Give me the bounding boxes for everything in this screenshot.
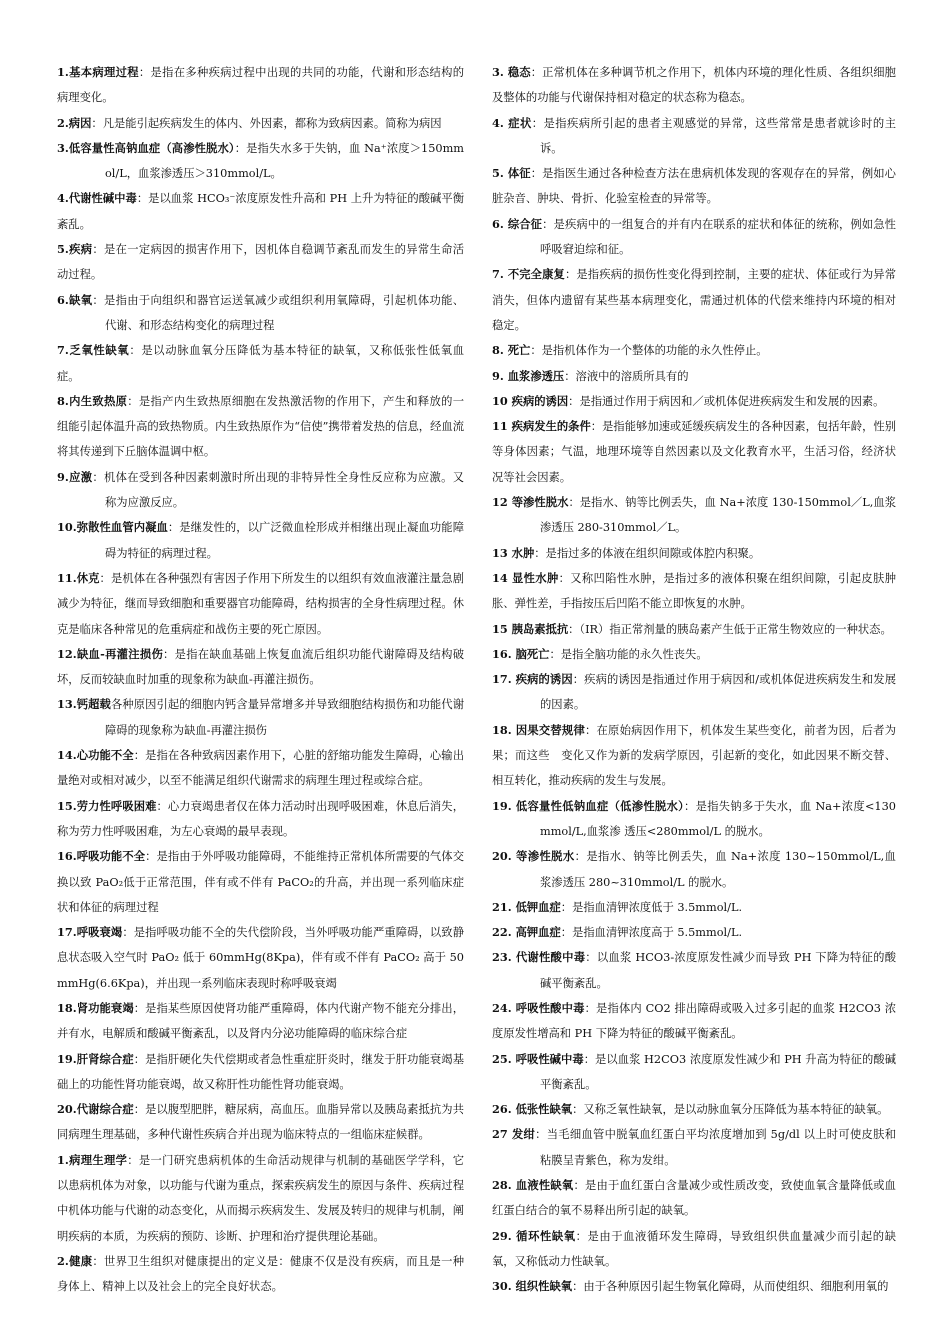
definition-entry <box>57 996 464 1047</box>
definition-term: 11 疾病发生的条件 <box>492 419 591 434</box>
definition-entry <box>492 667 896 718</box>
definition-entry <box>492 111 896 162</box>
definition-term: 24. 呼吸性酸中毒 <box>492 1000 585 1015</box>
definition-entry <box>57 338 464 389</box>
definition-entry <box>492 718 896 794</box>
definition-term: 18. 因果交替规律 <box>492 722 585 737</box>
definition-term: 10.弥散性血管内凝血 <box>57 520 168 535</box>
definition-term: 3. 稳态 <box>492 65 531 79</box>
definition-text: ：是指疾病的损伤性变化得到控制，主要的症状、体征或行为异常消失，但体内遗留有某些基本病理变化，需通过机体的代偿来维持内环境的相对稳定。 <box>492 268 896 332</box>
definition-entry <box>492 1097 896 1122</box>
definition-term: 1.病理生理学 <box>57 1152 128 1167</box>
definition-term: 29. 循环性缺氧 <box>492 1228 576 1243</box>
definition-entry <box>57 465 464 516</box>
definition-term: 2.健康 <box>57 1253 93 1268</box>
definition-text: ：是在一定病因的损害作用下，因机体自稳调节紊乱而发生的异常生命活动过程。 <box>57 243 464 282</box>
definition-text: ：是由于血红蛋白含量减少或性质改变，致使血氧含量降低或血红蛋白结合的氧不易释出所引起的缺氧。 <box>492 1179 896 1218</box>
definition-text: ：是指水、钠等比例丢失，血 Na+浓度 130-150mmol／L,血浆渗透压 280-310mmol／L。 <box>540 496 896 535</box>
definition-text: ：是指失钠多于失水，血 Na+浓度<130mmol/L,血浆渗 透压<280mmol/L 的脱水。 <box>540 799 896 838</box>
definition-text: ：是以腹型肥胖，糖尿病，高血压。血脂异常以及胰岛素抵抗为共同病理生理基础，多种代谢性疾病合并出现为临床特点的一组临床症候群。 <box>57 1103 464 1142</box>
definition-term: 12.缺血-再灌注损伤 <box>57 646 164 661</box>
definition-term: 8.内生致热原 <box>57 393 128 408</box>
definition-term: 22. 高钾血症 <box>492 925 561 940</box>
definition-term: 25. 呼吸性碱中毒 <box>492 1051 584 1066</box>
definition-term: 23. 代谢性酸中毒 <box>492 950 586 965</box>
definition-text: ：疾病的诱因是指通过作用于病因和/或机体促进疾病发生和发展的因素。 <box>540 673 896 712</box>
definition-text: ：是指由于外呼吸功能障碍，不能维持正常机体所需要的气体交换以致 PaO₂低于正常范围，伴有或不伴有 PaCO₂的升高，并出现一系列临床症状和体征的病理过程 <box>57 850 464 914</box>
definition-text: ：是指在缺血基础上恢复血流后组织功能代谢障碍及结构破坏，反而较缺血时加重的现象称为缺血-再灌注损伤。 <box>57 647 464 687</box>
definition-text: ：是指由于向组织和器官运送氧减少或组织利用氧障碍，引起机体功能、代谢、和形态结构变化的病理过程 <box>92 293 464 332</box>
definition-text: ：是以血浆 H2CO3 浓度原发性减少和 PH 升高为特征的酸碱平衡紊乱。 <box>540 1052 897 1091</box>
definition-entry <box>57 794 464 845</box>
definition-term: 4. 症状 <box>492 115 532 130</box>
definition-term: 17. 疾病的诱因 <box>492 672 573 687</box>
definition-text: ：是指通过作用于病因和／或机体促进疾病发生和发展的因素。 <box>568 394 885 408</box>
right-column <box>492 60 896 1300</box>
definition-text: ：当毛细血管中脱氧血红蛋白平均浓度增加到 5g/dl 以上时可使皮肤和粘膜呈青紫色，称为发绀。 <box>535 1128 896 1167</box>
definition-text: ：以血浆 HCO3-浓度原发性减少而导致 PH 下降为特征的酸碱平衡紊乱。 <box>540 951 896 990</box>
definition-text: ：是以血浆 HCO₃⁻浓度原发性升高和 PH 上升为特征的酸碱平衡紊乱。 <box>57 192 464 231</box>
definition-entry <box>492 895 896 920</box>
definition-entry <box>57 186 464 237</box>
definition-text: ：凡是能引起疾病发生的体内、外因素，都称为致病因素。简称为病因 <box>91 116 442 130</box>
definition-entry <box>492 541 896 566</box>
definition-text: ：是指在多种疾病过程中出现的共同的功能，代谢和形态结构的病理变化。 <box>57 66 464 105</box>
definition-term: 26. 低张性缺氧 <box>492 1102 573 1117</box>
definition-entry <box>492 414 896 490</box>
definition-term: 6.缺氧 <box>57 292 93 307</box>
definition-text: ：是继发性的，以广泛微血栓形成并相继出现止凝血功能障碍为特征的病理过程。 <box>105 521 464 560</box>
definition-text: ：又称乏氧性缺氧，是以动脉血氧分压降低为基本特征的缺氧。 <box>572 1103 889 1117</box>
definition-term: 3.低容量性高钠血症（高渗性脱水） <box>57 140 235 155</box>
definition-entry <box>57 136 464 187</box>
definition-entry <box>57 844 464 920</box>
definition-term: 2.病因 <box>57 115 92 130</box>
definition-entry <box>57 237 464 288</box>
definition-text: ：又称凹陷性水肿，是指过多的液体积聚在组织间隙，引起皮肤肿胀、弹性差，手指按压后凹陷不能立即恢复的水肿。 <box>492 571 896 611</box>
definition-term: 20. 等渗性脱水 <box>492 849 575 864</box>
definition-term: 14.心功能不全 <box>57 748 134 763</box>
definition-term: 19. 低容量性低钠血症（低渗性脱水） <box>492 798 685 813</box>
definition-term: 6. 综合征 <box>492 216 543 231</box>
definition-term: 17.呼吸衰竭 <box>57 925 123 940</box>
definition-term: 7. 不完全康复 <box>492 267 565 282</box>
definition-entry <box>492 1047 896 1098</box>
definition-text: ：是疾病中的一组复合的并有内在联系的症状和体征的统称，例如急性呼吸窘迫综和征。 <box>540 217 896 257</box>
definition-entry <box>492 920 896 945</box>
definition-text: ：世界卫生组织对健康提出的定义是：健康不仅是没有疾病，而且是一种身体上、精神上以及社会上的完全良好状态。 <box>57 1254 464 1294</box>
definition-term: 15.劳力性呼吸困难 <box>57 798 157 813</box>
definition-term: 7.乏氧性缺氧 <box>57 343 130 358</box>
definition-entry <box>492 490 896 541</box>
definition-entry <box>492 996 896 1047</box>
definition-entry <box>57 920 464 996</box>
definition-term: 20.代谢综合症 <box>57 1102 134 1117</box>
definition-entry <box>57 1148 464 1249</box>
definition-text: ：（IR）指正常剂量的胰岛素产生低于正常生物效应的一种状态。 <box>568 622 892 636</box>
definition-text: ：是指血清钾浓度低于 3.5mmol/L. <box>560 900 743 914</box>
definition-term: 9. 血浆渗透压 <box>492 368 565 383</box>
definition-text: ：是指某些原因使肾功能严重障碍，体内代谢产物不能充分排出，并有水，电解质和酸碱平衡紊乱，以及肾内分泌功能障碍的临床综合症 <box>57 1001 464 1041</box>
definition-entry <box>492 794 896 845</box>
definition-text: ：是指产内生致热原细胞在发热激活物的作用下，产生和释放的一组能引起体温升高的致热物质。内生致热原作为“信使”携带着发热的信息，经血流将其传递到下丘脑体温调中枢。 <box>57 394 464 459</box>
definition-term: 4.代谢性碱中毒 <box>57 191 137 206</box>
definition-entry <box>492 617 896 642</box>
definition-text: ：是指肝硬化失代偿期或者急性重症肝炎时，继发于肝功能衰竭基础上的功能性肾功能衰竭，故又称肝性功能性肾功能衰竭。 <box>57 1052 464 1091</box>
definition-entry <box>492 262 896 338</box>
definition-entry <box>57 743 464 794</box>
definition-term: 8. 死亡 <box>492 343 531 358</box>
definition-entry <box>57 1047 464 1098</box>
definition-entry <box>57 111 464 136</box>
definition-entry <box>57 389 464 465</box>
definition-text: ：是指医生通过各种检查方法在患病机体发现的客观存在的异常，例如心脏杂音、肿块、骨折、化验室检查的异常等。 <box>492 167 896 206</box>
definition-term: 11.休克 <box>57 570 100 585</box>
definition-entry <box>492 642 896 667</box>
definition-entry <box>492 1122 896 1173</box>
definition-entry <box>492 338 896 363</box>
definition-entry <box>57 1097 464 1148</box>
definition-entry <box>492 364 896 389</box>
definition-term: 5. 体征 <box>492 166 531 181</box>
definition-entry <box>57 60 464 111</box>
definition-text: ：是机体在各种强烈有害因子作用下所发生的以组织有效血液灌注量急剧减少为特征，继而导致细胞和重要器官功能障碍，结构损害的全身性病理过程。休克是临床各种常见的危重病症和战伤主要的死亡原因。 <box>57 571 464 636</box>
definition-entry <box>492 1224 896 1275</box>
definition-term: 16.呼吸功能不全 <box>57 849 146 864</box>
definition-term: 30. 组织性缺氧 <box>492 1279 573 1294</box>
definition-text: ：是指机体作为一个整体的功能的永久性停止。 <box>530 344 768 358</box>
definition-term: 10 疾病的诱因 <box>492 393 569 408</box>
definition-term: 16. 脑死亡 <box>492 646 550 661</box>
definition-term: 14 显性水肿 <box>492 570 559 585</box>
definition-term: 21. 低钾血症 <box>492 899 561 914</box>
definition-text: ：是指体内 CO2 排出障碍或吸入过多引起的血浆 H2CO3 浓度原发性增高和 PH 下降为特征的酸碱平衡紊乱。 <box>492 1001 896 1041</box>
definition-text: ：由于各种原因引起生物氧化障碍，从而使组织、细胞利用氧的 <box>572 1280 889 1294</box>
definition-text: ：是指在各种致病因素作用下，心脏的舒缩功能发生障碍，心输出量绝对或相对减少，以至不能满足组织代谢需求的病理生理过程或综合症。 <box>57 749 464 788</box>
definition-term: 9.应激 <box>57 469 93 484</box>
definition-entry <box>492 844 896 895</box>
definition-term: 5.疾病 <box>57 242 93 257</box>
definition-term: 13 水肿 <box>492 545 535 560</box>
definition-text: 各种原因引起的细胞内钙含量异常增多并导致细胞结构损伤和功能代谢障碍的现象称为缺血-再灌注损伤 <box>105 698 464 737</box>
left-column <box>57 60 464 1300</box>
definition-text: ：是指失水多于失钠，血 Na⁺浓度＞150mmol/L，血浆渗透压＞310mmol/L。 <box>105 141 464 181</box>
definition-entry <box>57 1249 464 1300</box>
definition-text: ：是以动脉血氧分压降低为基本特征的缺氧，又称低张性低氧血症。 <box>57 344 464 383</box>
definition-entry <box>57 566 464 642</box>
definition-text: ：是指过多的体液在组织间隙或体腔内积聚。 <box>534 546 761 560</box>
definition-term: 12 等渗性脱水 <box>492 495 569 510</box>
definition-term: 18.肾功能衰竭 <box>57 1000 134 1015</box>
definition-entry <box>492 60 896 111</box>
definition-term: 28. 血液性缺氧 <box>492 1178 574 1193</box>
definition-entry <box>492 1173 896 1224</box>
definition-entry <box>492 389 896 414</box>
definition-term: 13.钙超载 <box>57 697 111 712</box>
definition-text: ：是指血清钾浓度高于 5.5mmol/L. <box>560 926 743 940</box>
definition-term: 19.肝肾综合症 <box>57 1051 134 1066</box>
definition-text: ：是由于血液循环发生障碍，导致组织供血量减少而引起的缺氧，又称低动力性缺氧。 <box>492 1229 896 1268</box>
definition-term: 15 胰岛素抵抗 <box>492 621 569 636</box>
definition-entry <box>57 288 464 339</box>
definition-entry <box>492 212 896 263</box>
definition-text: ：溶液中的溶质所具有的 <box>564 369 689 383</box>
definition-text: ：是指全脑功能的永久性丧失。 <box>549 647 708 661</box>
definition-text: ：是指呼吸功能不全的失代偿阶段，当外呼吸功能严重障碍，以致静息状态吸入空气时 PaO₂ 低于 60mmHg(8Kpa)，伴有或不伴有 PaCO₂ 高于 50mmHg(6.6Kpa)，并出现一系列临床表现时称呼吸衰竭 <box>57 926 464 990</box>
definition-text: ：在原始病因作用下，机体发生某些变化，前者为因，后者为果；而这些 变化又作为新的发病学原因，引起新的变化，如此因果不断交替、相互转化，推动疾病的发生与发展。 <box>492 723 896 788</box>
definition-entry <box>492 1274 896 1299</box>
definition-entry <box>57 692 464 743</box>
definition-text: ：心力衰竭患者仅在体力活动时出现呼吸困难，休息后消失，称为劳力性呼吸困难，为左心衰竭的最早表现。 <box>57 799 464 838</box>
definition-text: ：是指疾病所引起的患者主观感觉的异常，这些常常是患者就诊时的主诉。 <box>531 116 896 155</box>
definition-entry <box>57 642 464 693</box>
definition-text: ：是指能够加速或延缓疾病发生的各种因素，包括年龄，性别等身体因素；气温，地理环境等自然因素以及文化教育水平，生活习俗，经济状况等社会因素。 <box>492 420 896 484</box>
definition-text: ：机体在受到各种因素刺激时所出现的非特异性全身性反应称为应激。又称为应激反应。 <box>92 470 464 510</box>
definition-entry <box>492 566 896 617</box>
definition-term: 1.基本病理过程 <box>57 65 139 79</box>
definition-text: ：是一门研究患病机体的生命活动规律与机制的基础医学学科，它以患病机体为对象，以功能与代谢为重点，探索疾病发生的原因与条件、疾病过程中机体功能与代谢的动态变化，从而揭示疾病发生、发展及转归的规律与机制，阐明疾病的本质，为疾病的预防、诊断、护理和治疗提供理论基础。 <box>57 1153 464 1243</box>
definition-entry <box>492 161 896 212</box>
definition-text: ：正常机体在多种调节机之作用下，机体内环境的理化性质、各组织细胞及整体的功能与代谢保持相对稳定的状态称为稳态。 <box>492 66 896 105</box>
definition-term: 27 发绀 <box>492 1127 536 1142</box>
definition-entry <box>57 515 464 566</box>
definition-entry <box>492 945 896 996</box>
definition-text: ：是指水、钠等比例丢失，血 Na+浓度 130~150mmol/L,血浆渗透压 280~310mmol/L 的脱水。 <box>540 850 896 889</box>
